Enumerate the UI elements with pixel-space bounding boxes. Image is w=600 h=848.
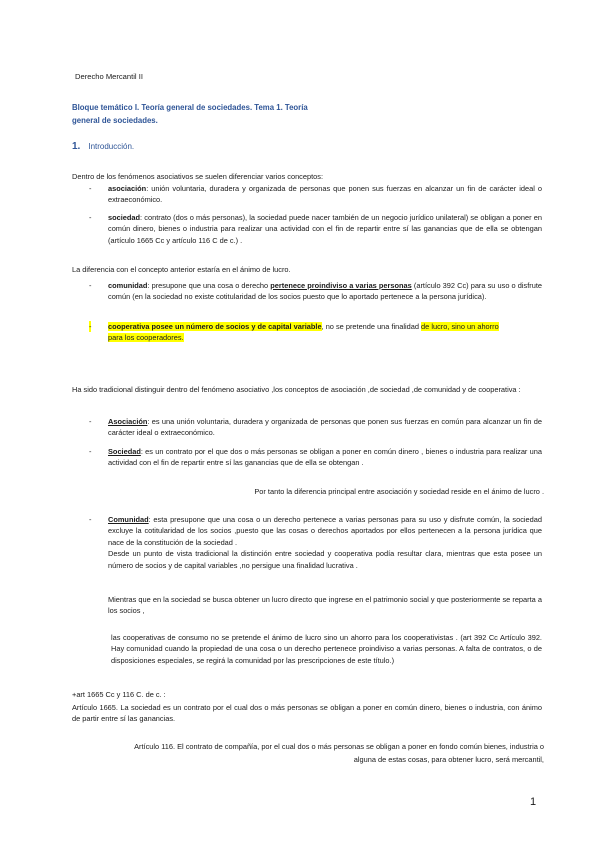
asociacion-text: : unión voluntaria, duradera y organizada de personas que ponen sus fuerzas en alcanzar un fin de carácter ideal o extraeconómico. [108,184,542,205]
bullet-comunidad: - [89,281,92,290]
cooperativas-paragraph: las cooperativas de consumo no se pretende el ánimo de lucro sino un ahorro para los cooperativistas . (art 392 Cc Artículo 392. Hay comunidad cuando la propiedad de una cosa o un derecho pertenece proindiviso a varias personas. A falta de contratos, o de disposiciones especiales, se regirá la comunidad por las prescripciones de este título.) [111,633,542,665]
list-item-asociacion-2 [108,416,542,439]
comunidad-underlined: pertenece proindiviso a varias personas [270,281,412,290]
section-title: Introducción. [88,142,135,151]
term-comunidad: comunidad [108,281,148,290]
article-1665: Artículo 1665. La sociedad es un contrato por el cual dos o más personas se obligan a poner en común dinero, bienes o industria, con ánimo de partir entre sí las ganancias. [72,703,542,724]
traditional-paragraph: Ha sido tradicional distinguir dentro del fenómeno asociativo ,los conceptos de asociación ,de sociedad ,de comunidad y de cooperativa : [72,385,521,394]
difference-statement: Por tanto la diferencia principal entre asociación y sociedad reside en el ánimo de lucro . [254,487,544,496]
article-116-line-2: alguna de estas cosas, para obtener lucro, será mercantil, [353,755,544,764]
list-item-sociedad-2 [108,446,542,469]
list-item-cooperativa [108,321,542,344]
coop-mid: , no se pretende una finalidad [321,322,422,331]
coop-highlight-1: cooperativa posee un número de socios y de capital variable [108,322,322,331]
block-title-line-1: Bloque temático I. Teoría general de sociedades. Tema 1. Teoría [72,103,308,112]
page-number: 1 [530,796,537,808]
list-item-comunidad-2 [108,514,542,571]
list-item-sociedad [108,212,542,246]
comunidad-2-continuation: Desde un punto de vista tradicional la distinción entre sociedad y cooperativa podía resultar clara, mientras que esta posee un número de socios y de capital variables ,no persigue una finalidad lucrativa . [108,549,542,570]
term-sociedad-2: Sociedad [108,447,141,456]
block-title-line-2: general de sociedades. [72,116,158,125]
intro-paragraph: Dentro de los fenómenos asociativos se suelen diferenciar varios conceptos: [72,172,324,181]
sociedad-2-text: : es un contrato por el que dos o más personas se obligan a poner en común dinero , bienes o industria para realizar una actividad con el fin de repartir entre sí las ganancias que de ella se obtengan . [108,447,542,468]
comunidad-2-text: : esta presupone que una cosa o un derecho pertenece a varias personas para su uso y disfrute común, la sociedad excluye la cotitularidad de los socios ,puesto que las cosas o derechos aportados por ellos pertenecen a la persona jurídica que nace de la constitución de la sociedad . [108,515,542,547]
article-reference: +art 1665 Cc y 116 C. de c. : [72,690,166,699]
section-heading [72,141,134,152]
term-asociacion: asociación [108,184,147,193]
term-sociedad: sociedad [108,213,141,222]
list-item-comunidad [108,280,542,303]
mientras-paragraph: Mientras que en la sociedad se busca obtener un lucro directo que ingrese en el patrimonio social y que posteriormente se reparta a los socios , [108,595,542,616]
term-asociacion-2: Asociación [108,417,148,426]
article-116-line-1: Artículo 116. El contrato de compañía, por el cual dos o más personas se obligan a poner en fondo común bienes, industria o [134,742,544,751]
comunidad-text-a: : presupone que una cosa o derecho [147,281,271,290]
bullet-comunidad-2: - [89,515,92,524]
bullet-cooperativa: - [89,322,92,331]
bullet-asociacion-2: - [89,417,92,426]
bullet-sociedad: - [89,213,92,222]
asociacion-2-text: : es una unión voluntaria, duradera y organizada de personas que ponen sus fuerzas en común para alcanzar un fin de carácter ideal o extraeconómico. [108,417,542,438]
diff-paragraph: La diferencia con el concepto anterior estaría en el ánimo de lucro. [72,265,291,274]
comunidad-text-b: (artículo 392 Cc) para su uso o disfrute común (en la sociedad no existe cotitularidad de los socios puesto que lo aportado pertenece a la persona jurídica). [108,281,542,302]
coop-highlight-3: para los cooperadores. [108,333,184,343]
list-item-asociacion [108,183,542,206]
bullet-asociacion: - [89,184,92,193]
course-title: Derecho Mercantil II [75,72,143,81]
term-comunidad-2: Comunidad [108,515,149,524]
sociedad-text: : contrato (dos o más personas), la sociedad puede nacer también de un negocio jurídico unilateral) se obligan a poner en común dinero, bienes o industria para realizar una actividad con el fin de repartir entre sí las ganancias que de ella se obtengan (artículo 1665 Cc y artículo 116 C de c.) . [108,213,542,245]
bullet-sociedad-2: - [89,447,92,456]
coop-highlight-2: de lucro, sino un ahorro [421,322,499,331]
block-title [72,101,392,127]
section-number: 1. [72,141,81,152]
